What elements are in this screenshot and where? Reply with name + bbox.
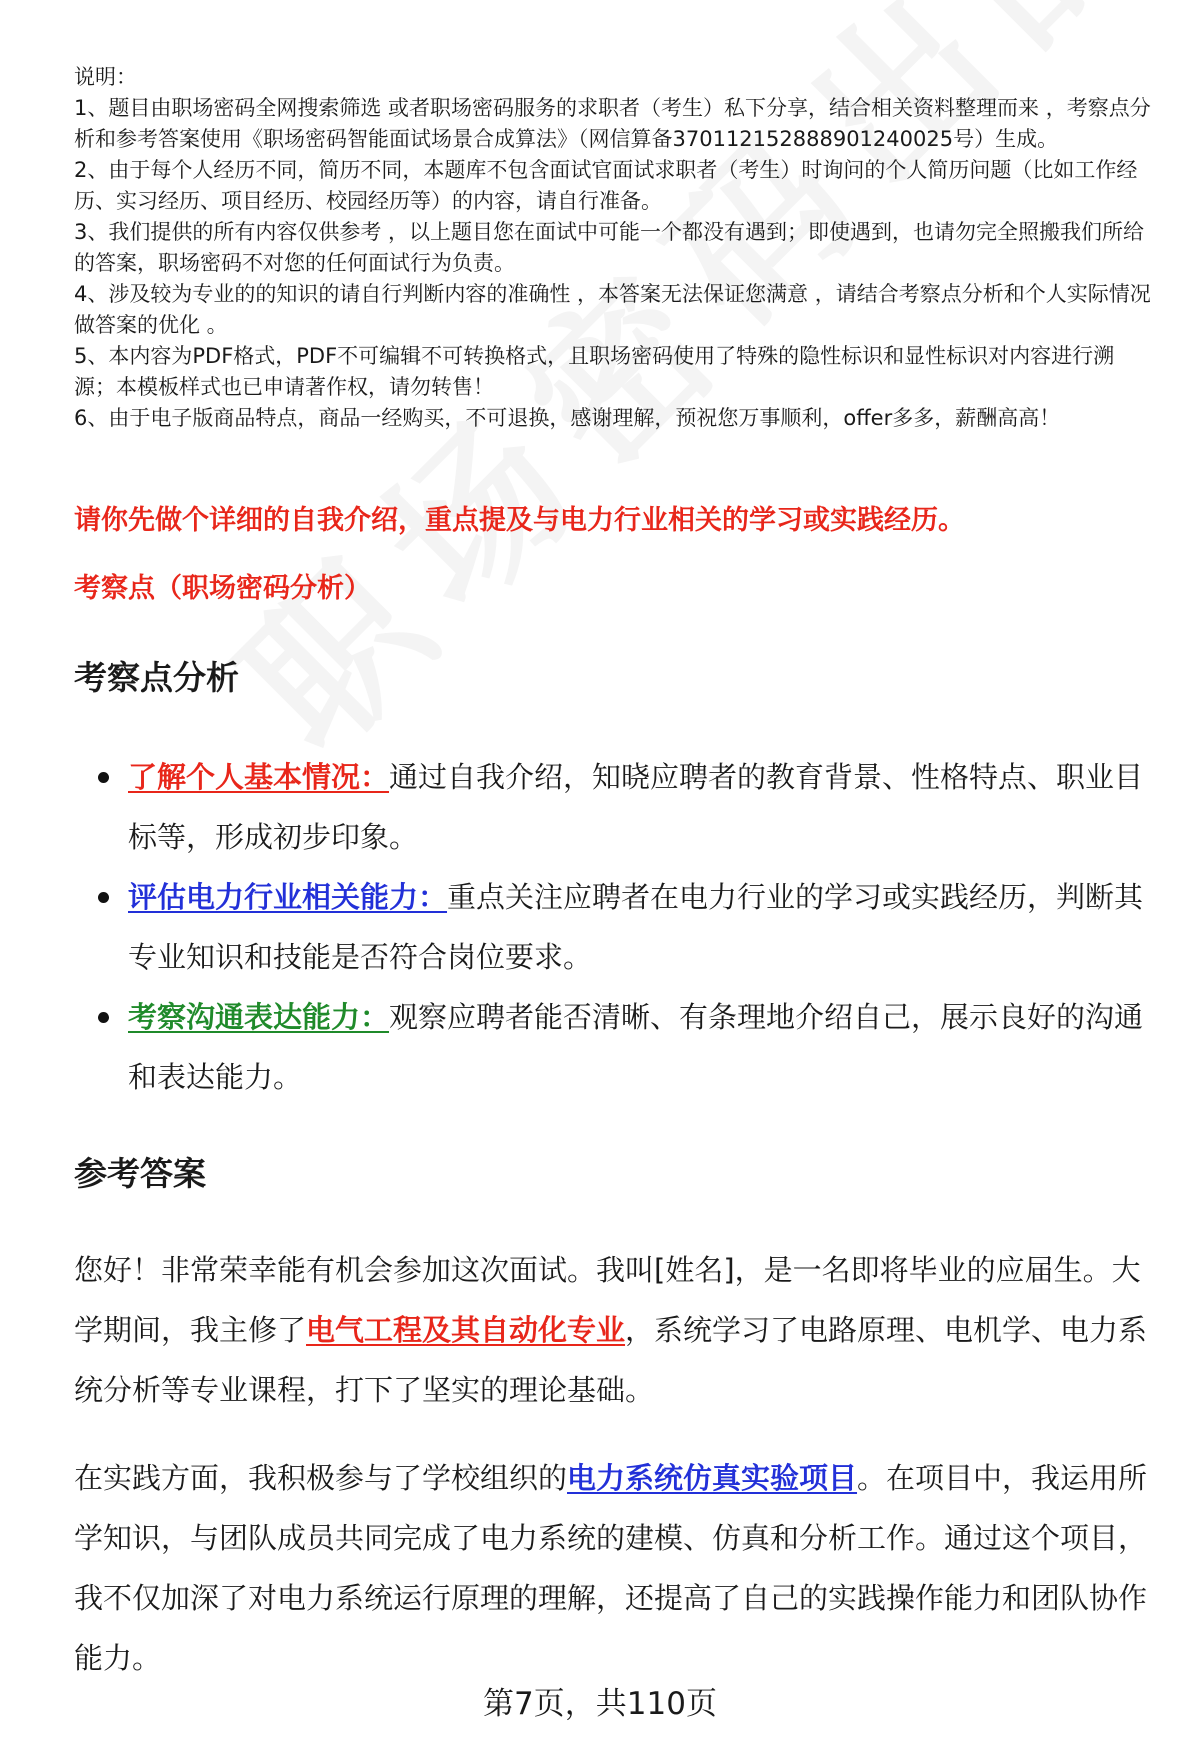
analysis-point xyxy=(128,747,1148,867)
bullet-icon xyxy=(98,772,109,783)
point-keyword: 了解个人基本情况： xyxy=(128,760,390,794)
note-item: 1、题目由职场密码全网搜索筛选 或者职场密码服务的求职者（考生）私下分享，结合相关资料整理而来 ，考察点分析和参考答案使用《职场密码智能面试场景合成算法》（网信算备370112152888901240025号）生成。 xyxy=(74,96,1151,151)
analysis-heading: 考察点分析 xyxy=(74,658,239,697)
note-item: 5、本内容为PDF格式，PDF不可编辑不可转换格式，且职场密码使用了特殊的隐性标识和显性标识对内容进行溯源；本模板样式也已申请著作权，请勿转售！ xyxy=(74,344,1115,399)
answer-paragraph-1 xyxy=(74,1240,1154,1420)
page-number: 第7页，共110页 xyxy=(483,1686,717,1722)
point-keyword: 评估电力行业相关能力： xyxy=(128,880,448,914)
point-text: 观察应聘者能否清晰、有条理地介绍自己，展示良好的沟通和表达能力。 xyxy=(128,1000,1144,1094)
note-item: 6、由于电子版商品特点，商品一经购买，不可退换，感谢理解，预祝您万事顺利，offer多多，薪酬高高！ xyxy=(74,406,1061,430)
interview-question: 请你先做个详细的自我介绍，重点提及与电力行业相关的学习或实践经历。 xyxy=(74,505,965,536)
note-item: 3、我们提供的所有内容仅供参考 ，以上题目您在面试中可能一个都没有遇到；即使遇到，也请勿完全照搬我们所给的答案，职场密码不对您的任何面试行为负责。 xyxy=(74,220,1145,275)
bullet-icon xyxy=(98,892,109,903)
analysis-point xyxy=(128,987,1148,1107)
answer-text: 。在项目中，我运用所学知识，与团队成员共同完成了电力系统的建模、仿真和分析工作。通过这个项目，我不仅加深了对电力系统运行原理的理解，还提高了自己的实践操作能力和团队协作能力。 xyxy=(74,1461,1148,1675)
answer-text: 在实践方面，我积极参与了学校组织的 xyxy=(74,1461,568,1495)
analysis-point xyxy=(128,867,1148,987)
point-text: 重点关注应聘者在电力行业的学习或实践经历，判断其专业知识和技能是否符合岗位要求。 xyxy=(128,880,1144,974)
answer-heading: 参考答案 xyxy=(74,1154,206,1193)
analysis-list xyxy=(128,747,1148,1107)
answer-text: ，系统学习了电路原理、电机学、电力系统分析等专业课程，打下了坚实的理论基础。 xyxy=(74,1313,1148,1407)
notes-title: 说明： xyxy=(74,65,137,89)
notes-section xyxy=(74,62,1154,434)
answer-keyword: 电力系统仿真实验项目 xyxy=(567,1461,858,1495)
note-item: 4、涉及较为专业的的知识的请自行判断内容的准确性 ，本答案无法保证您满意 ，请结合考察点分析和个人实际情况做答案的优化 。 xyxy=(74,282,1151,337)
answer-keyword: 电气工程及其自动化专业 xyxy=(306,1313,626,1347)
point-text: 通过自我介绍，知晓应聘者的教育背景、性格特点、职业目标等，形成初步印象。 xyxy=(128,760,1144,854)
answer-paragraph-2 xyxy=(74,1448,1154,1688)
answer-text: 您好！非常荣幸能有机会参加这次面试。我叫[姓名]，是一名即将毕业的应届生。大学期间，我主修了 xyxy=(74,1253,1141,1347)
note-item: 2、由于每个人经历不同，简历不同，本题库不包含面试官面试求职者（考生）时询问的个人简历问题（比如工作经历、实习经历、项目经历、校园经历等）的内容，请自行准备。 xyxy=(74,158,1138,213)
analysis-subtitle: 考察点（职场密码分析） xyxy=(74,573,371,604)
bullet-icon xyxy=(98,1012,109,1023)
point-keyword: 考察沟通表达能力： xyxy=(128,1000,390,1034)
